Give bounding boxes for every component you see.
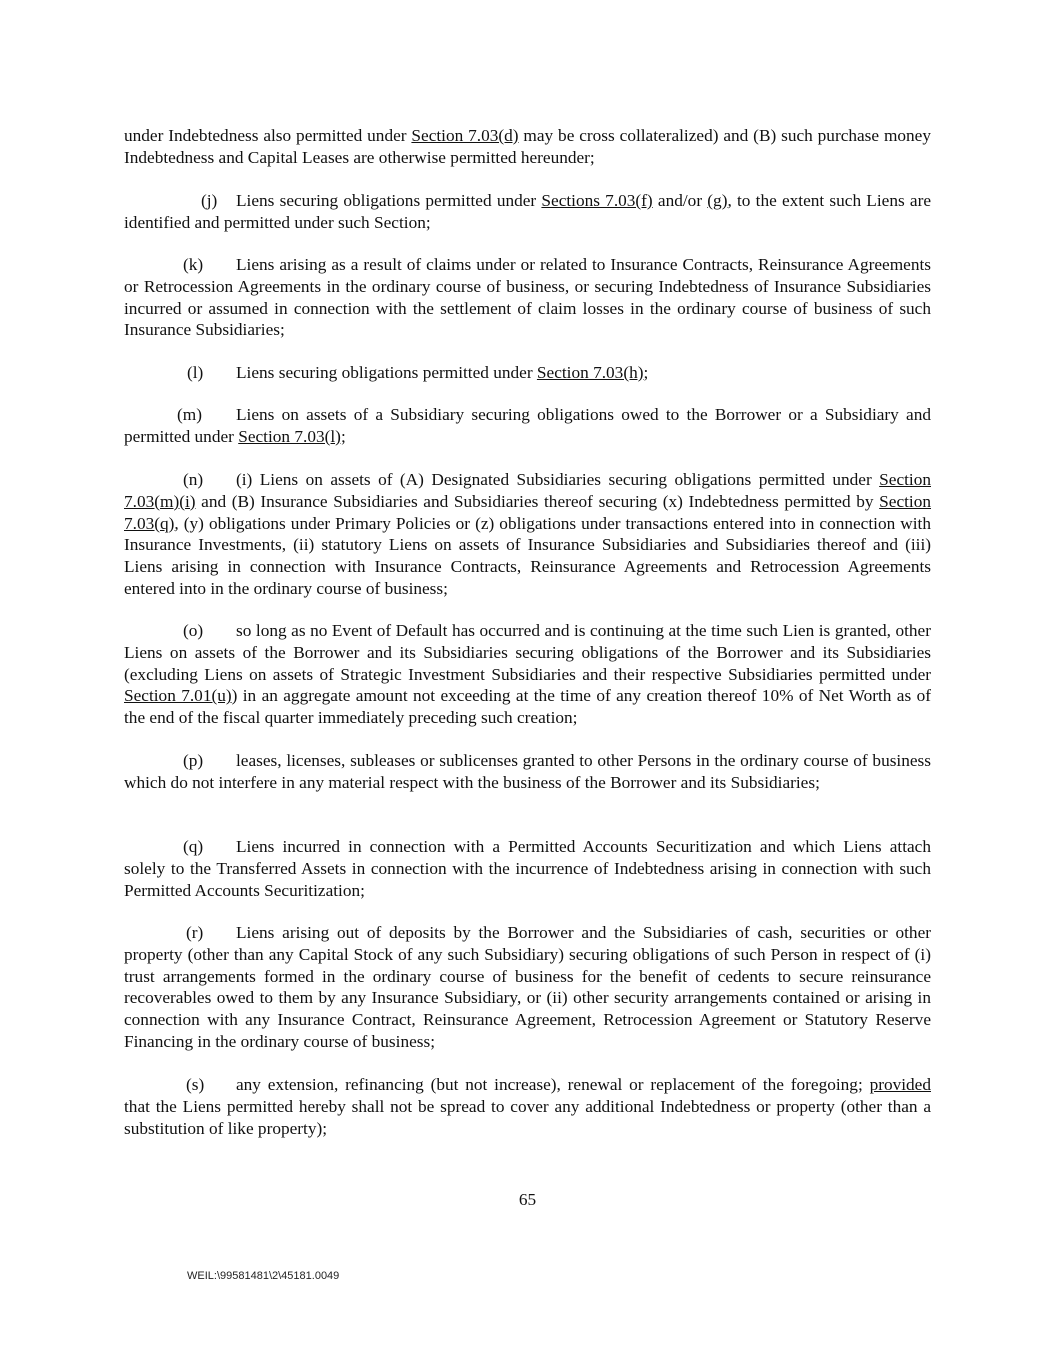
section-reference: Sections 7.03(f) [541,191,653,210]
document-id: WEIL:\99581481\2\45181.0049 [187,1270,340,1282]
paragraph-m: (m) Liens on assets of a Subsidiary securing obligations owed to the Borrower or a Subsidiary and permitted under Section 7.03(l); [124,405,931,446]
page-number: 65 [518,1190,537,1209]
provided-term: provided [869,1075,931,1094]
clause-label: (j) [201,191,218,210]
section-reference: Section 7.03(m)(i) [124,470,931,511]
paragraph-q: (q) Liens incurred in connection with a Permitted Accounts Securitization and which Liens attach solely to the Transferred Assets in connection with the incurrence of Indebtedness arising in connection with such Permitted Accounts Securitization; [124,837,931,900]
paragraph-o: (o) so long as no Event of Default has occurred and is continuing at the time such Lien is granted, other Liens on assets of the Borrower and its Subsidiaries securing obligations of the Borrower and its Subsidiaries (excluding Liens on assets of Strategic Investment Subsidiaries and their respective Subsidiaries permitted under Section 7.01(u)) in an aggregate amount not exceeding at the time of any creation thereof 10% of Net Worth as of the end of the fiscal quarter immediately preceding such creation; [124,621,931,728]
paragraph-l: (l) Liens securing obligations permitted under Section 7.03(h); [187,363,649,382]
section-reference: Section 7.03(q) [124,491,931,533]
paragraph-n: (n) (i) Liens on assets of (A) Designated Subsidiaries securing obligations permitted under Section 7.03(m)(i) and (B) Insurance Subsidiaries and Subsidiaries thereof securing (x) Indebtedness permitted by Section 7.03(q), (y) obligations under Primary Policies or (z) obligations under transactions entered into in connection with Insurance Investments, (ii) statutory Liens on assets of Insurance Subsidiaries and Subsidiaries thereof and (iii) Liens arising in connection with Insurance Contracts, Reinsurance Agreements and Retrocession Agreements entered into in the ordinary course of business; [124,470,931,598]
paragraph-j: (j) Liens securing obligations permitted under Sections 7.03(f) and/or (g), to the extent such Liens are identified and permitted under such Section; [124,191,932,232]
clause-label: (m) [177,405,202,424]
clause-label: (n) [183,470,204,489]
clause-label: (p) [183,751,204,770]
section-reference: Section 7.01(u) [124,686,232,706]
paragraph-intro: under Indebtedness also permitted under Section 7.03(d) may be cross collateralized) and (B) such purchase money Indebtedness and Capital Leases are otherwise permitted hereunder; [124,126,931,167]
clause-label: (k) [183,255,204,274]
clause-label: (r) [186,923,204,942]
paragraph-k: (k) Liens arising as a result of claims under or related to Insurance Contracts, Reinsurance Agreements or Retrocession Agreements in the ordinary course of business, or securing Indebtedness of Insurance Subsidiaries incurred or assumed in connection with the settlement of claim losses in the ordinary course of business of such Insurance Subsidiaries; [124,255,931,340]
clause-label: (l) [187,363,204,382]
clause-label: (s) [186,1075,205,1094]
paragraph-r: (r) Liens arising out of deposits by the Borrower and the Subsidiaries of cash, securities or other property (other than any Capital Stock of any such Subsidiary) securing obligations of such Person in respect of (i) trust arrangements formed in the ordinary course of business for the benefit of cedents to secure reinsurance recoverables owed to them by any Insurance Subsidiary, or (ii) other security arrangements contained or arising in connection with any Insurance Contract, Reinsurance Agreement, Retrocession Agreement or Statutory Reserve Financing in the ordinary course of business; [124,923,931,1051]
paragraph-s: (s) any extension, refinancing (but not increase), renewal or replacement of the foregoing; provided that the Liens permitted hereby shall not be spread to cover any additional Indebtedness or property (other than a substitution of like property); [124,1075,931,1138]
section-reference: Section 7.03(l) [238,426,341,446]
section-reference: (g) [707,191,728,210]
clause-label: (o) [183,621,204,640]
clause-label: (q) [183,837,204,856]
section-reference: Section 7.03(d) [411,126,519,145]
section-reference: Section 7.03(h) [536,363,644,382]
paragraph-p: (p) leases, licenses, subleases or sublicenses granted to other Persons in the ordinary course of business which do not interfere in any material respect with the business of the Borrower and its Subsidiaries; [124,751,931,792]
